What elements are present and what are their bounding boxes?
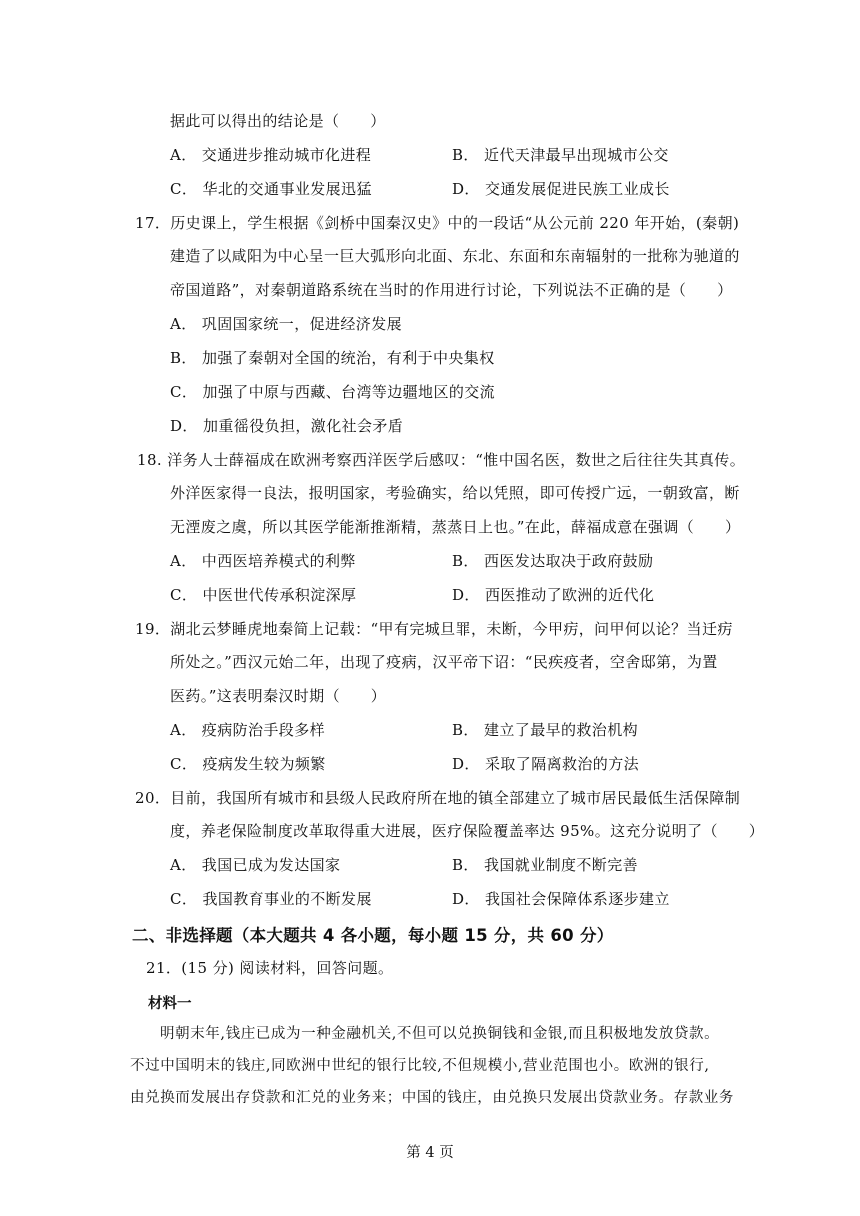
q19-option-c: C． 疫病发生较为频繁 (170, 755, 326, 773)
q17-line-3: 帝国道路”，对秦朝道路系统在当时的作用进行讨论，下列说法不正确的是（ ） (170, 281, 733, 299)
q19-option-a: A． 疫病防治手段多样 (170, 721, 326, 739)
q17-option-b: B． 加强了秦朝对全国的统治，有利于中央集权 (170, 349, 495, 367)
q19-line-3: 医药。”这表明秦汉时期（ ） (170, 687, 387, 705)
q16-option-b: B． 近代天津最早出现城市公交 (452, 146, 669, 164)
q19-line-2: 所处之。”西汉元始二年，出现了疫病，汉平帝下诏：“民疾疫者，空舍邸第，为置 (170, 653, 718, 671)
q17-line-1: 17．历史课上，学生根据《剑桥中国秦汉史》中的一段话“从公元前 220 年开始，(秦朝) (135, 214, 740, 232)
page-number: 第 4 页 (406, 1145, 454, 1161)
q20-option-d: D． 我国社会保障体系逐步建立 (452, 890, 670, 908)
section-heading: 二、非选择题（本大题共 4 各小题，每小题 15 分，共 60 分） (132, 926, 614, 945)
q19-option-d: D． 采取了隔离救治的方法 (452, 755, 639, 773)
q20-option-b: B． 我国就业制度不断完善 (452, 856, 638, 874)
q20-line-1: 20．目前，我国所有城市和县级人民政府所在地的镇全部建立了城市居民最低生活保障制 (135, 789, 741, 807)
q21-stem: 21．(15 分) 阅读材料，回答问题。 (146, 959, 394, 977)
material-line-1: 明朝末年,钱庄已成为一种金融机关,不但可以兑换铜钱和金银,而且积极地发放贷款。 (160, 1026, 720, 1042)
q17-option-a: A． 巩固国家统一，促进经济发展 (170, 315, 403, 333)
q20-option-a: A． 我国已成为发达国家 (170, 856, 341, 874)
q16-option-a: A． 交通进步推动城市化进程 (170, 146, 372, 164)
q18-line-2: 外洋医家得一良法，报明国家，考验确实，给以凭照，即可传授广远，一朝致富，断 (170, 484, 740, 502)
material-line-3: 由兑换而发展出存贷款和汇兑的业务来；中国的钱庄，由兑换只发展出贷款业务。存款业务 (130, 1090, 734, 1106)
q17-option-c: C． 加强了中原与西藏、台湾等边疆地区的交流 (170, 383, 496, 401)
q17-line-2: 建造了以咸阳为中心呈一巨大弧形向北面、东北、东面和东南辐射的一批称为驰道的 (170, 247, 740, 265)
q16-option-c: C． 华北的交通事业发展迅猛 (170, 180, 372, 198)
q18-option-b: B． 西医发达取决于政府鼓励 (452, 552, 654, 570)
q20-option-c: C． 我国教育事业的不断发展 (170, 890, 372, 908)
q16-option-d: D． 交通发展促进民族工业成长 (452, 180, 670, 198)
q17-option-d: D． 加重徭役负担，激化社会矛盾 (170, 417, 404, 435)
q18-option-c: C． 中医世代传承积淀深厚 (170, 586, 357, 604)
q19-option-b: B． 建立了最早的救治机构 (452, 721, 638, 739)
q18-option-d: D． 西医推动了欧洲的近代化 (452, 586, 655, 604)
q20-line-2: 度，养老保险制度改革取得重大进展，医疗保险覆盖率达 95%。这充分说明了（ ） (170, 822, 765, 840)
q18-option-a: A． 中西医培养模式的利弊 (170, 552, 356, 570)
q18-line-3: 无湮废之虞，所以其医学能渐推渐精，蒸蒸日上也。”在此，薛福成意在强调（ ） (170, 518, 741, 536)
q19-line-1: 19．湖北云梦睡虎地秦简上记载：“甲有完城旦罪，未断，今甲疠，问甲何以论？当迁疠 (135, 620, 733, 638)
material-line-2: 不过中国明末的钱庄,同欧洲中世纪的银行比较,不但规模小,营业范围也小。欧洲的银行, (130, 1058, 710, 1074)
q18-line-1: 18. 洋务人士薛福成在欧洲考察西洋医学后感叹：“惟中国名医，数世之后往往失其真传。 (137, 451, 746, 469)
q16-stem: 据此可以得出的结论是（ ） (170, 112, 386, 130)
material-title: 材料一 (148, 996, 192, 1012)
